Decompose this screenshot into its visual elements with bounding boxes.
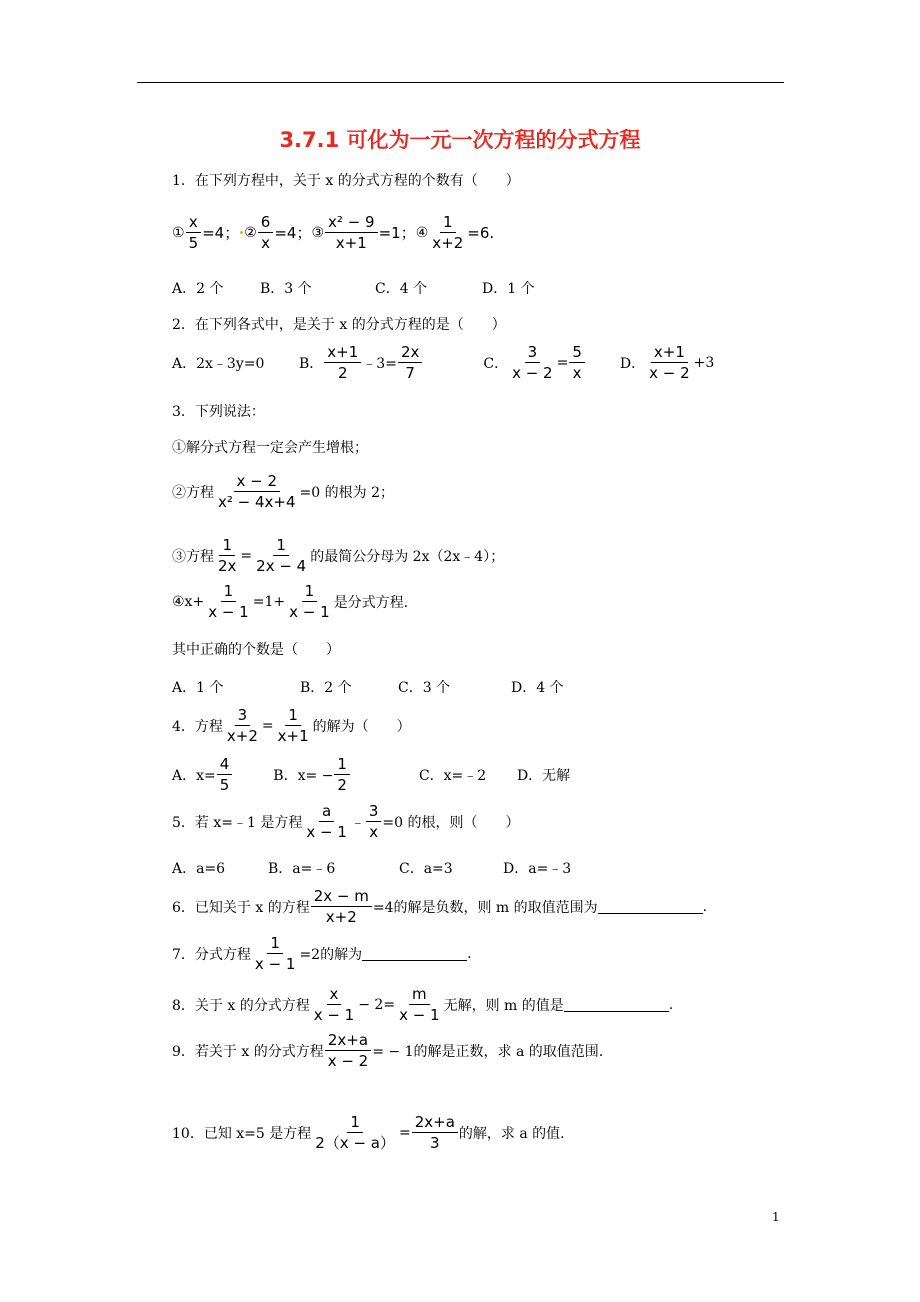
option-b-fraction-2: $\frac{2x}{7}$	[398, 343, 422, 382]
option-a-fraction: $\frac{4}{5}$	[217, 755, 233, 794]
option-d-fraction: $\frac{x+1}{x - 2}$	[649, 343, 690, 382]
option-a: A．2x﹣3y=0	[172, 355, 265, 372]
option-a: A．x=	[172, 767, 216, 784]
question-4-fraction-1: $\frac{3}{x+2}$	[226, 706, 258, 745]
option-b: B．x= −	[273, 767, 334, 784]
question-3-options	[172, 677, 564, 697]
option-d: D．无解	[516, 767, 571, 784]
question-7-fraction: $\frac{1}{x - 1}$	[254, 934, 296, 973]
question-3	[172, 401, 265, 421]
option-a: A．1 个	[172, 680, 224, 696]
question-3-stem: 3．下列说法：	[172, 404, 265, 420]
page-title: 3.7.1 可化为一元一次方程的分式方程	[279, 128, 641, 152]
question-10-fraction-2: $\frac{2x+a}{3}$	[412, 1113, 458, 1152]
option-b: B．a=﹣6	[268, 861, 336, 877]
statement-3-fraction-2: $\frac{1}{2x - 4}$	[256, 536, 307, 575]
question-1-equations: ① $\frac{x}{5}$ =4； ② $\frac{6}{x}$ =4； ③ $\frac{\text{x² − 9}}{x+1}$ =1； ④ $\frac{1}{x+2}$ =6.	[172, 213, 495, 252]
question-1	[172, 170, 520, 190]
equation-1-mark: ①	[172, 224, 185, 241]
question-10: 10．已知 x=5 是方程 $\frac{1}{2(x - a)}$ = $\frac{2x+a}{3}$ 的解，求 a 的值.	[172, 1113, 565, 1152]
question-2	[172, 314, 506, 334]
option-c-label: C．	[483, 355, 509, 372]
equation-2-fraction: $\frac{6}{x}$	[258, 213, 274, 252]
equation-3-mark: ③	[311, 224, 325, 241]
statement-2: ②方程 $\frac{x - 2}{\text{x² − 4x+4}}$ =0 的根为 2；	[172, 472, 394, 511]
answer-blank[interactable]	[598, 899, 703, 914]
question-4: 4．方程 $\frac{3}{x+2}$ = $\frac{1}{x+1}$ 的解为（ ）	[172, 706, 411, 745]
option-c: C．a=3	[399, 861, 453, 877]
statement-3: ③方程 $\frac{1}{2x}$ = $\frac{1}{2x - 4}$ 的最简公分母为 2x（2x﹣4）；	[172, 536, 505, 575]
question-8-fraction-2: $\frac{m}{x - 1}$	[399, 985, 440, 1024]
question-4-fraction-2: $\frac{1}{x+1}$	[277, 706, 309, 745]
page-number: 1	[772, 1210, 780, 1224]
question-1-stem: 1．在下列方程中，关于 x 的分式方程的个数有（ ）	[172, 173, 520, 189]
option-d: D．4 个	[511, 680, 564, 696]
statement-1: ①解分式方程一定会产生增根；	[172, 440, 368, 456]
question-9: 9．若关于 x 的分式方程 $\frac{2x+a}{x - 2}$ = − 1的解是正数，求 a 的取值范围.	[172, 1031, 604, 1070]
option-c: C．x=﹣2	[418, 767, 487, 784]
statement-2-fraction: $\frac{x - 2}{\text{x² − 4x+4}}$	[218, 472, 296, 511]
option-b: B．3 个	[260, 281, 312, 297]
question-9-fraction: $\frac{2x+a}{x - 2}$	[325, 1031, 372, 1070]
option-a: A．2 个	[172, 281, 224, 297]
question-8: 8．关于 x 的分式方程 $\frac{x}{x - 1}$ − 2= $\frac{m}{x - 1}$ 无解，则 m 的值是 .	[172, 985, 674, 1024]
question-7: 7．分式方程 $\frac{1}{x - 1}$ =2的解为 .	[172, 934, 472, 973]
equation-1-fraction: $\frac{x}{5}$	[186, 213, 202, 252]
equation-3-fraction: $\frac{\text{x² − 9}}{x+1}$	[325, 213, 378, 252]
question-2-stem: 2．在下列各式中，是关于 x 的分式方程的是（ ）	[172, 317, 506, 333]
equation-4-mark: ④	[415, 224, 429, 241]
option-d-label: D．	[619, 355, 646, 372]
question-5-fraction-1: $\frac{a}{x - 1}$	[306, 802, 347, 841]
question-5-options	[172, 858, 571, 878]
question-6: 6．已知关于 x 的方程 $\frac{2x - m}{x+2}$ =4的解是负数，则 m 的取值范围为 .	[172, 887, 708, 926]
statement-4-fraction-2: $\frac{1}{x - 1}$	[289, 582, 330, 621]
option-c-fraction-1: $\frac{3}{x - 2}$	[512, 343, 553, 382]
question-2-options: A．2x﹣3y=0 B． $\frac{x+1}{2}$ ﹣3= $\frac{2x}{7}$ C． $\frac{3}{x - 2}$ = $\frac{5}{x}$ D． $\frac{x+1}{x - 2}$ +3	[172, 343, 715, 382]
statement-3-fraction-1: $\frac{1}{2x}$	[218, 536, 237, 575]
statement-4: ④x+ $\frac{1}{x - 1}$ =1+ $\frac{1}{x - 1}$ 是分式方程.	[172, 582, 409, 621]
question-5: 5．若 x=﹣1 是方程 $\frac{a}{x - 1}$ ﹣ $\frac{3}{x}$ =0 的根，则（ ）	[172, 802, 520, 841]
answer-blank[interactable]	[362, 946, 467, 961]
equation-4-fraction: $\frac{1}{x+2}$	[432, 213, 464, 252]
option-b-label: B．	[299, 355, 324, 372]
question-1-options	[172, 278, 535, 298]
option-b-fraction: $\frac{1}{2}$	[334, 755, 350, 794]
option-a: A．a=6	[172, 861, 226, 877]
option-d: D．1 个	[482, 281, 535, 297]
question-5-fraction-2: $\frac{3}{x}$	[366, 802, 382, 841]
header-rule	[137, 82, 784, 83]
option-b: B．2 个	[300, 680, 352, 696]
answer-blank[interactable]	[564, 997, 669, 1012]
question-3-ask: 其中正确的个数是（ ）	[172, 642, 340, 658]
question-4-options	[172, 755, 570, 794]
option-c: C．4 个	[375, 281, 428, 297]
question-8-fraction-1: $\frac{x}{x - 1}$	[313, 985, 355, 1024]
equation-2-mark: ②	[244, 224, 257, 241]
option-b-fraction-1: $\frac{x+1}{2}$	[324, 343, 361, 382]
option-c: C．3 个	[398, 680, 451, 696]
statement-4-fraction-1: $\frac{1}{x - 1}$	[208, 582, 249, 621]
option-d: D．a=﹣3	[503, 861, 572, 877]
question-6-fraction: $\frac{2x - m}{x+2}$	[311, 887, 372, 926]
question-10-fraction-1: $\frac{1}{2(x - a)}$	[315, 1113, 395, 1152]
option-c-fraction-2: $\frac{5}{x}$	[569, 343, 585, 382]
